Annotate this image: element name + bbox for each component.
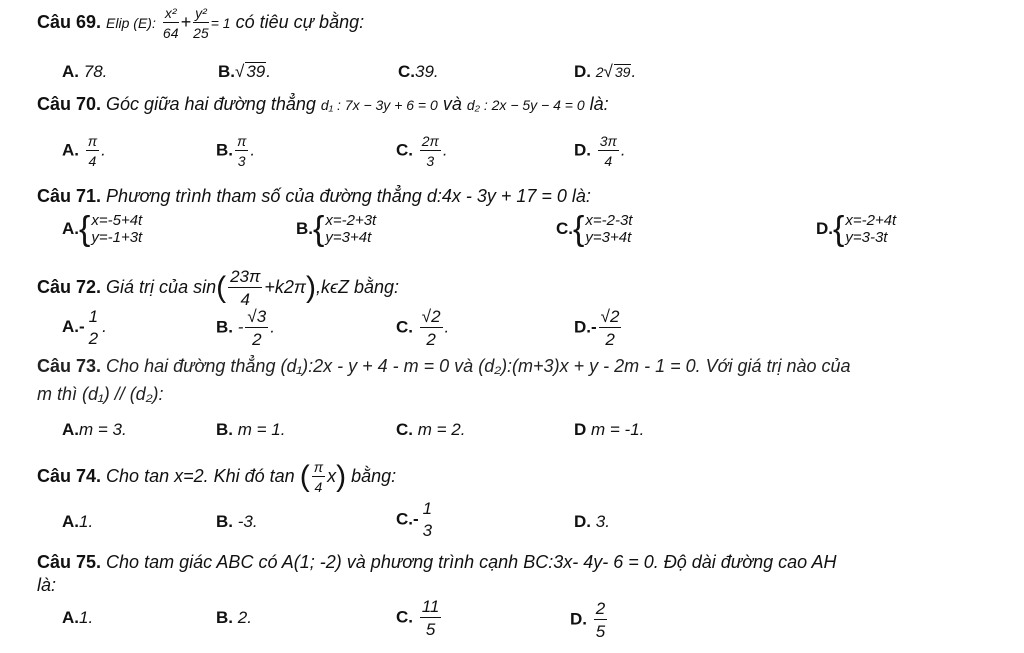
option-d[interactable]: D.- $\frac{√2}{2}$ bbox=[574, 307, 620, 349]
question-75 bbox=[37, 552, 836, 573]
option-c[interactable]: C. $\frac{2\pi}{3}$ . bbox=[396, 133, 448, 169]
question-label: Câu 69. bbox=[37, 11, 102, 32]
line-d2-equation: d₂ : 2x − 5y − 4 = 0 bbox=[466, 97, 585, 113]
question-label: Câu 72. bbox=[37, 276, 102, 297]
option-a[interactable]: A. $\frac{\pi}{4}$ . bbox=[62, 133, 106, 169]
option-a[interactable]: A. 78. bbox=[62, 62, 108, 81]
question-text: Góc giữa hai đường thẳng bbox=[106, 94, 316, 114]
question-71 bbox=[37, 186, 591, 207]
question-73 bbox=[37, 356, 851, 377]
question-text: và bbox=[442, 94, 462, 114]
option-d[interactable]: D. $\frac{2}{5}$ bbox=[570, 599, 606, 641]
question-text: có tiêu cự bằng: bbox=[235, 11, 365, 32]
option-c[interactable]: C.- 1 3 bbox=[396, 499, 433, 540]
option-b[interactable]: B. 2. bbox=[216, 608, 252, 627]
question-text: Phương trình tham số của đường thẳng d:4x - 3y + 17 = 0 là: bbox=[106, 186, 591, 206]
option-b[interactable]: B. m = 1. bbox=[216, 420, 286, 439]
option-a[interactable]: A.m = 3. bbox=[62, 420, 127, 439]
option-b[interactable]: B.{x=-2+3t y=3+4t bbox=[296, 210, 377, 248]
option-c[interactable]: C. $\frac{√2}{2}$ . bbox=[396, 307, 450, 349]
fraction-x2-64: $\frac{\text{x²}}{64}$ bbox=[162, 5, 179, 41]
plus-sign: + bbox=[180, 11, 192, 32]
question-text: Cho hai đường thẳng (d₁):2x - y + 4 - m = 0 và (d₂):(m+3)x + y - 2m - 1 = 0. Với giá trị nào của bbox=[106, 356, 851, 376]
question-text: Cho tam giác ABC có A(1; -2) và phương trình cạnh BC:3x- 4y- 6 = 0. Độ dài đường cao AH bbox=[106, 552, 837, 572]
option-c[interactable]: C.{x=-2-3t y=3+4t bbox=[556, 210, 633, 248]
question-text: bằng: bbox=[351, 465, 397, 486]
question-75-line2: là: bbox=[37, 575, 57, 595]
option-c[interactable]: C. $\frac{11}{5}$ bbox=[396, 597, 440, 639]
line-d1-equation: d₁ : 7x − 3y + 6 = 0 bbox=[320, 97, 438, 113]
question-label: Câu 71. bbox=[37, 186, 102, 206]
question-text: là: bbox=[589, 94, 609, 114]
question-label: Câu 70. bbox=[37, 94, 102, 114]
fraction-23pi-4: $\frac{23\pi}{4}$ bbox=[230, 267, 261, 309]
option-d[interactable]: D. 2√ 39. bbox=[574, 62, 637, 81]
option-d[interactable]: D. 3. bbox=[574, 512, 610, 531]
option-d[interactable]: D.{x=-2+4t y=3-3t bbox=[816, 210, 897, 248]
option-d[interactable]: D. $\frac{3\pi}{4}$ . bbox=[574, 133, 626, 169]
question-text: ): bbox=[147, 14, 156, 31]
question-70 bbox=[37, 94, 609, 115]
question-73-line2: m thì (d₁) // (d₂): bbox=[37, 384, 164, 404]
question-text: Giá trị của sin bbox=[106, 276, 217, 297]
option-a[interactable]: A.- 1 2 . bbox=[62, 307, 107, 348]
question-label: Câu 74. bbox=[37, 465, 102, 486]
option-b[interactable]: B. - $\frac{√3}{2}$ . bbox=[216, 307, 275, 349]
question-label: Câu 73. bbox=[37, 356, 102, 376]
option-b[interactable]: B. -3. bbox=[216, 512, 258, 531]
equals: = 1 bbox=[210, 14, 231, 31]
question-text: bằng: bbox=[353, 276, 399, 297]
fraction-y2-25: $\frac{\text{y²}}{25}$ bbox=[193, 5, 209, 41]
option-a[interactable]: A.1. bbox=[62, 512, 94, 531]
question-text: Elip ( bbox=[106, 14, 138, 31]
question-72: Câu 72. Giá trị của sin( $\frac{23\pi}{4}$ +k2π),kϵZ bằng: bbox=[37, 267, 399, 309]
option-b[interactable]: B.√ 39. bbox=[218, 62, 271, 81]
fraction-pi-4: $\frac{\pi}{4}$ bbox=[313, 459, 324, 495]
ellipse-name: E bbox=[137, 14, 148, 31]
option-c[interactable]: C.39. bbox=[398, 62, 439, 81]
option-b[interactable]: B. $\frac{\pi}{3}$ . bbox=[216, 133, 256, 169]
question-74: Câu 74. Cho tan x=2. Khi đó tan ( $\frac{\pi}{4}$ x) bằng: bbox=[37, 459, 397, 495]
question-69 bbox=[37, 6, 364, 40]
question-text: Cho tan x=2. Khi đó tan bbox=[106, 465, 295, 486]
option-a[interactable]: A.1. bbox=[62, 608, 94, 627]
option-c[interactable]: C. m = 2. bbox=[396, 420, 466, 439]
option-a[interactable]: A.{x=-5+4t y=-1+3t bbox=[62, 210, 143, 248]
question-label: Câu 75. bbox=[37, 552, 102, 572]
option-d[interactable]: D m = -1. bbox=[574, 420, 645, 439]
